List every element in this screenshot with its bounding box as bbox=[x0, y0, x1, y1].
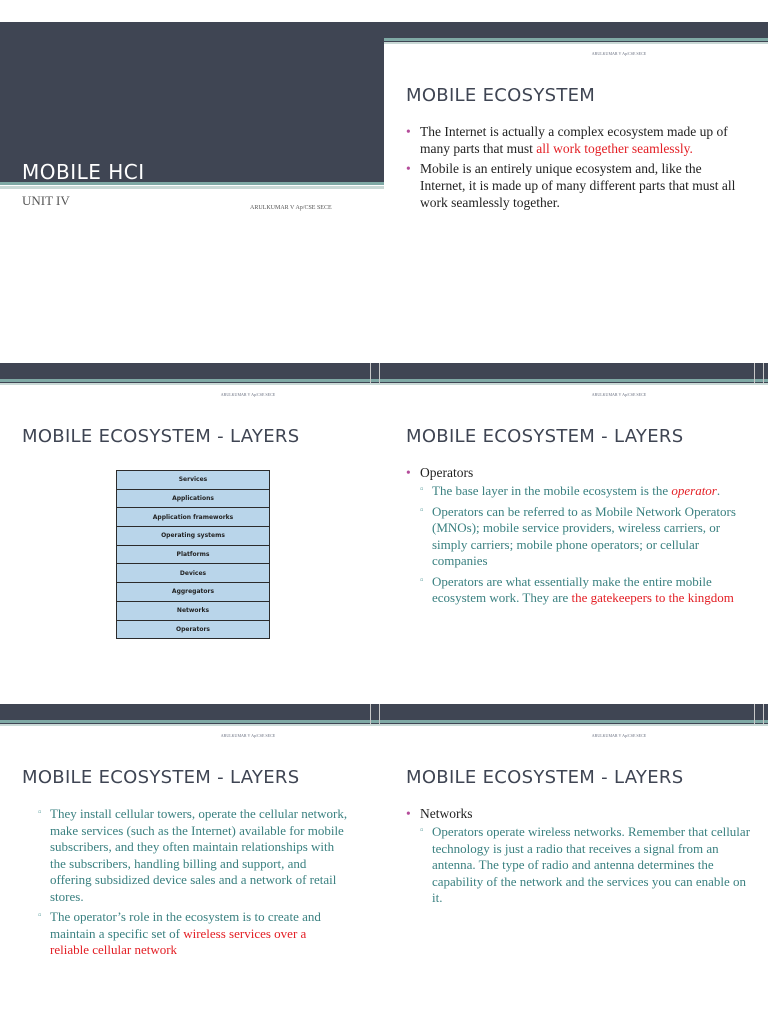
list-item: • The Internet is actually a complex ecosystem made up of many parts that must all work together seamlessly. bbox=[406, 123, 736, 157]
stripe bbox=[384, 720, 768, 723]
stripe bbox=[384, 383, 768, 385]
author-footer: ARULKUMAR V Ap/CSE SECE bbox=[250, 205, 332, 211]
slide-title-text: MOBILE ECOSYSTEM bbox=[406, 85, 596, 106]
slide-footer: ARULKUMAR V Ap/CSE SECE bbox=[591, 392, 647, 397]
list-item: ▫ Operators can be referred to as Mobile Network Operators (MNOs); mobile service providers, wireless carriers, or simply carriers; mobile phone operators; or cellular companies bbox=[420, 504, 751, 570]
bullet-list bbox=[406, 805, 751, 911]
bullet-list bbox=[406, 123, 736, 214]
sub-bullet-list bbox=[38, 806, 348, 963]
list-item: ▫ Operators are what essentially make the entire mobile ecosystem work. They are the gatekeepers to the kingdom bbox=[420, 574, 751, 607]
layer-devices: Devices bbox=[117, 564, 269, 583]
layer-application-frameworks: Application frameworks bbox=[117, 508, 269, 527]
stripe bbox=[0, 720, 384, 723]
list-item: ▫ Operators operate wireless networks. Remember that cellular technology is just a radio that receives a signal from an antenna. The type of radio and antenna determines the capability of the network and the services you can enable on it. bbox=[420, 824, 751, 907]
slide-footer: ARULKUMAR V Ap/CSE SECE bbox=[220, 733, 276, 738]
layer-operating-systems: Operating systems bbox=[117, 527, 269, 546]
stripe bbox=[0, 724, 384, 726]
presentation-subtitle: UNIT IV bbox=[22, 193, 70, 208]
stripe bbox=[0, 379, 384, 382]
layer-aggregators: Aggregators bbox=[117, 583, 269, 602]
header-divider bbox=[754, 363, 764, 383]
slide-footer: ARULKUMAR V Ap/CSE SECE bbox=[591, 733, 647, 738]
slide-footer: ARULKUMAR V Ap/CSE SECE bbox=[220, 392, 276, 397]
slide-title bbox=[0, 0, 384, 341]
list-item: • Operators ▫ The base layer in the mobile ecosystem is the operator. ▫ Operators can be referred to as Mobile Network Operators (MNOs); mobile service providers, wireless carriers, or simply carriers; mobile phone operators; or cellular companies ▫ Operators are what essentially make the entire mobile ecosystem work. They are the gatekeepers to the kingdom bbox=[406, 464, 751, 607]
slide-operators bbox=[384, 341, 768, 682]
layer-applications: Applications bbox=[117, 490, 269, 509]
list-item: ▫ The operator’s role in the ecosystem is to create and maintain a specific set of wireless services over a reliable cellular network bbox=[38, 909, 348, 959]
layer-services: Services bbox=[117, 471, 269, 490]
list-item: ▫ They install cellular towers, operate the cellular network, make services (such as the Internet) available for mobile subscribers, and they often maintain relationships with the subscribers, handling billing and support, and offering subsidized device sales and a network of retail stores. bbox=[38, 806, 348, 905]
list-item: ▫ The base layer in the mobile ecosystem is the operator. bbox=[420, 483, 751, 500]
slide-operator-role bbox=[0, 682, 384, 1023]
title-band bbox=[0, 22, 384, 182]
stripe bbox=[384, 379, 768, 382]
layer-networks: Networks bbox=[117, 602, 269, 621]
stripe bbox=[0, 383, 384, 385]
stripe bbox=[384, 38, 768, 41]
layer-platforms: Platforms bbox=[117, 546, 269, 565]
stripe bbox=[384, 42, 768, 44]
slide-mobile-ecosystem bbox=[384, 0, 768, 341]
slide-title-text: MOBILE ECOSYSTEM - LAYERS bbox=[406, 767, 684, 788]
layers-diagram bbox=[116, 470, 270, 639]
slide-title-text: MOBILE ECOSYSTEM - LAYERS bbox=[22, 767, 300, 788]
header-divider bbox=[370, 704, 380, 724]
bullet-list bbox=[406, 464, 751, 611]
header-divider bbox=[370, 363, 380, 383]
slide-title-text: MOBILE ECOSYSTEM - LAYERS bbox=[22, 426, 300, 447]
list-item: • Networks ▫ Operators operate wireless networks. Remember that cellular technology is just a radio that receives a signal from an antenna. The type of radio and antenna determines the capability of the network and the services you can enable on it. bbox=[406, 805, 751, 907]
sub-bullet-list bbox=[420, 824, 751, 907]
stripe bbox=[384, 724, 768, 726]
slide-footer: ARULKUMAR V Ap/CSE SECE bbox=[591, 51, 647, 56]
presentation-title: MOBILE HCI bbox=[22, 160, 145, 184]
slide-networks bbox=[384, 682, 768, 1023]
header-divider bbox=[754, 704, 764, 724]
sub-bullet-list bbox=[420, 483, 751, 607]
list-item: • Mobile is an entirely unique ecosystem and, like the Internet, it is made up of many different parts that must all work seamlessly together. bbox=[406, 160, 736, 211]
slide-title-text: MOBILE ECOSYSTEM - LAYERS bbox=[406, 426, 684, 447]
stripe bbox=[0, 186, 384, 189]
layer-operators: Operators bbox=[117, 621, 269, 639]
